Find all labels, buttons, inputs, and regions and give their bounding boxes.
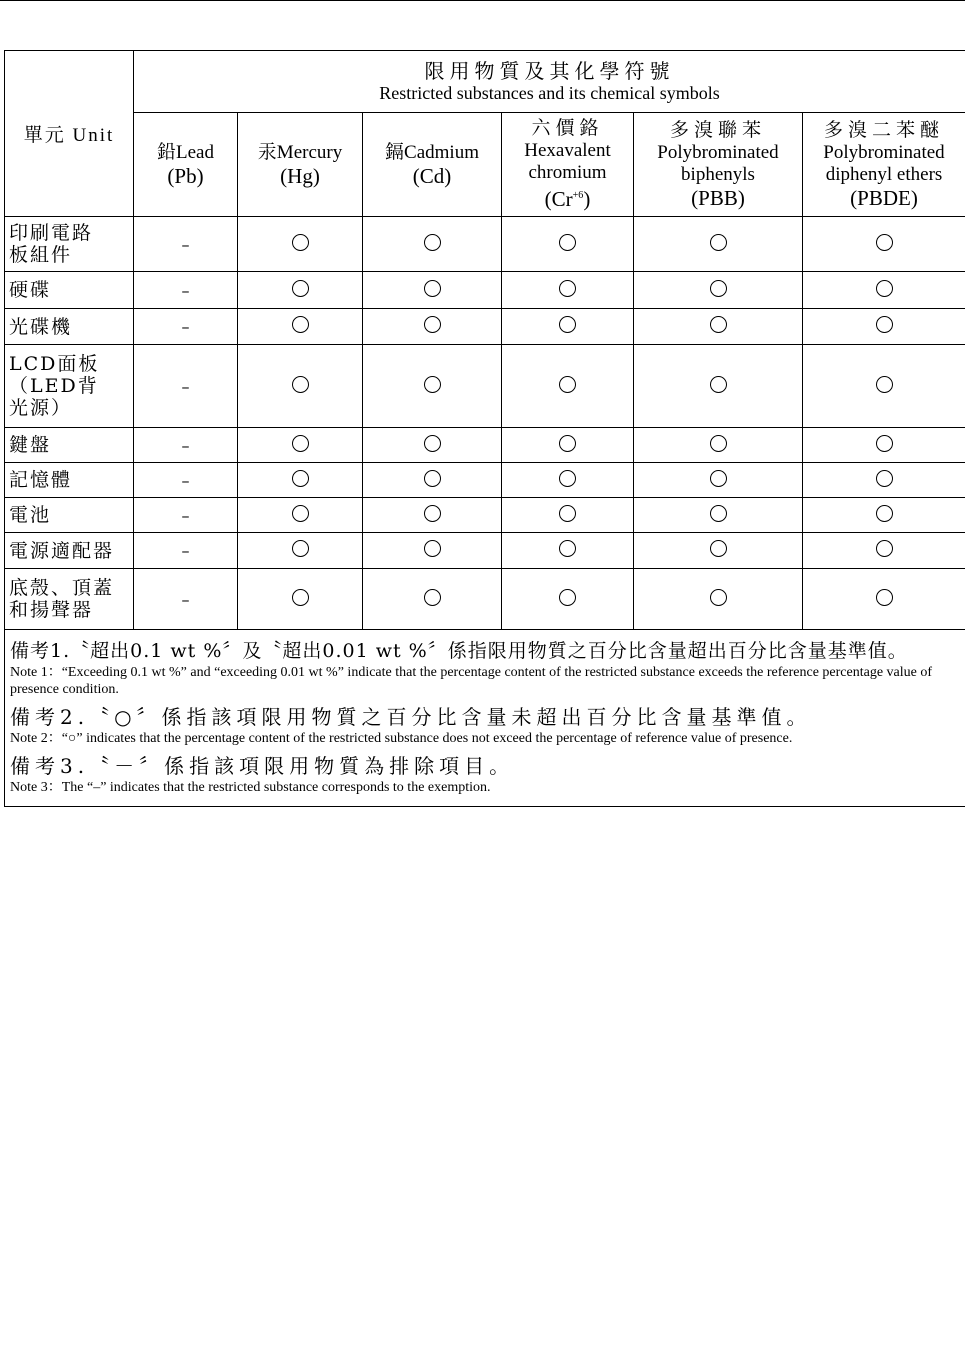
part-name: 鍵盤 [5,428,134,463]
pbde-cell [803,533,965,569]
table-row [5,309,965,345]
pbb-cell [634,309,803,345]
circle-icon [424,589,441,606]
pbde-cell [803,272,965,309]
circle-icon [292,376,309,393]
cadmium-cell [363,533,502,569]
lead-cell [134,498,238,533]
circle-icon [292,470,309,487]
mercury-cell [238,498,363,533]
table-row [5,533,965,569]
circle-icon [876,470,893,487]
circle-icon [424,435,441,452]
mercury-cell [238,463,363,498]
column-mercury [238,113,363,217]
table-header-row [5,51,965,113]
chromium-cell [502,345,634,428]
note-2-zh: 備考2.〝○〞係指該項限用物質之百分比含量未超出百分比含量基準值。 [10,705,812,729]
circle-icon [559,376,576,393]
mercury-cell [238,428,363,463]
circle-icon [559,470,576,487]
circle-icon [424,470,441,487]
lead-cell [134,533,238,569]
column-pbde-zh: 多溴二苯醚 [823,119,944,141]
table-row [5,217,965,272]
pbb-cell [634,463,803,498]
part-name: 電源適配器 [5,533,134,569]
substances-header-cell [134,51,965,113]
table-row [5,428,965,463]
mercury-cell [238,272,363,309]
circle-icon [292,540,309,557]
circle-icon [292,589,309,606]
circle-icon [292,505,309,522]
circle-icon [710,234,727,251]
column-cadmium-name: 鎘Cadmium [385,141,479,163]
part-name: 硬碟 [5,272,134,309]
pbde-cell [803,217,965,272]
lead-cell [134,345,238,428]
cadmium-cell [363,428,502,463]
circle-icon [424,376,441,393]
dash-mark: – [181,376,190,396]
column-mercury-symbol: (Hg) [280,163,320,188]
column-lead-name: 鉛Lead [157,141,214,163]
circle-icon [710,505,727,522]
chromium-cell [502,533,634,569]
dash-mark: – [181,280,190,300]
circle-icon [292,435,309,452]
pbb-cell [634,272,803,309]
chromium-cell [502,569,634,630]
circle-icon [424,316,441,333]
column-mercury-name: 汞Mercury [257,141,343,163]
lead-cell [134,569,238,630]
substance-columns-row [5,113,965,217]
pbb-cell [634,533,803,569]
circle-icon [710,280,727,297]
circle-icon [424,234,441,251]
circle-icon [424,280,441,297]
column-pbb [634,113,803,217]
circle-icon [876,505,893,522]
lead-cell [134,217,238,272]
circle-icon [424,505,441,522]
column-chromium-zh: 六價鉻 [531,118,604,139]
circle-icon [292,280,309,297]
note-3-zh: 備考3.〝－〞係指該項限用物質為排除項目。 [10,754,515,778]
dash-mark: – [181,505,190,525]
substances-title-zh: 限用物質及其化學符號 [424,58,675,83]
circle-icon [424,540,441,557]
column-chromium-en2: chromium [528,162,607,183]
column-cadmium [363,113,502,217]
part-name: 記憶體 [5,463,134,498]
cadmium-cell [363,463,502,498]
circle-icon [559,540,576,557]
column-chromium-en1: Hexavalent [524,140,611,161]
cadmium-cell [363,345,502,428]
circle-icon [559,316,576,333]
note-2-en: Note 2：“○” indicates that the percentage content of the restricted substance does not exceed the percentage of reference value of presence. [10,731,793,746]
mercury-cell [238,533,363,569]
column-pbb-en1: Polybrominated [657,141,779,163]
table-row [5,272,965,309]
pbb-cell [634,569,803,630]
circle-icon [559,435,576,452]
column-pbb-en2: biphenyls [681,163,755,185]
table-row [5,345,965,428]
part-name: LCD面板 （LED背 光源） [5,345,134,428]
circle-icon [876,589,893,606]
circle-icon [710,435,727,452]
column-chromium-symbol: $(Cr^{+6})$ [544,187,591,211]
table-row [5,463,965,498]
circle-icon [876,540,893,557]
part-name: 底殼、頂蓋 和揚聲器 [5,569,134,630]
mercury-cell [238,217,363,272]
circle-icon [876,316,893,333]
column-hexavalent-chromium [502,113,634,217]
lead-cell [134,428,238,463]
cadmium-cell [363,498,502,533]
chromium-cell [502,498,634,533]
note-1-en: Note 1：“Exceeding 0.1 wt %” and “exceeding 0.01 wt %” indicate that the percentage content of the restricted substance exceeds the reference percentage value of presence condition. [10,665,933,697]
circle-icon [710,470,727,487]
chromium-cell [502,272,634,309]
circle-icon [710,540,727,557]
circle-icon [710,589,727,606]
unit-header-cell [5,51,134,217]
lead-cell [134,463,238,498]
column-pbde [803,113,965,217]
cadmium-cell [363,569,502,630]
cadmium-cell [363,309,502,345]
dash-mark: – [181,470,190,490]
dash-mark: – [181,435,190,455]
circle-icon [876,435,893,452]
circle-icon [710,316,727,333]
circle-icon [559,505,576,522]
dash-mark: – [181,589,190,609]
part-name: 印刷電路 板組件 [5,217,134,272]
table-row [5,498,965,533]
cadmium-cell [363,272,502,309]
pbb-cell [634,428,803,463]
pbde-cell [803,309,965,345]
circle-icon [876,234,893,251]
note-3-en: Note 3：The “–” indicates that the restricted substance corresponds to the exemption. [10,780,491,795]
unit-label: 單元 Unit [23,125,115,146]
column-lead [134,113,238,217]
notes-row [5,630,965,807]
pbde-cell [803,569,965,630]
note-1-zh: 備考1.〝超出0.1 wt %〞及〝超出0.01 wt %〞係指限用物質之百分比含量超出百分比含量基準值。 [10,640,908,662]
mercury-cell [238,309,363,345]
dash-mark: – [181,317,190,336]
dash-mark: – [181,541,190,560]
chromium-cell [502,309,634,345]
top-rule [0,0,965,1]
column-lead-symbol: (Pb) [167,163,204,188]
column-pbde-en1: Polybrominated [823,141,945,163]
table-row [5,569,965,630]
pbb-cell [634,498,803,533]
pbb-cell [634,217,803,272]
column-pbde-en2: diphenyl ethers [825,163,943,185]
dash-mark: – [181,234,190,254]
pbde-cell [803,498,965,533]
column-cadmium-symbol: (Cd) [412,163,452,188]
circle-icon [559,234,576,251]
circle-icon [559,589,576,606]
pbde-cell [803,428,965,463]
lead-cell [134,272,238,309]
substances-title-en: Restricted substances and its chemical symbols [379,82,720,103]
lead-cell [134,309,238,345]
pbb-cell [634,345,803,428]
circle-icon [710,376,727,393]
part-name: 電池 [5,498,134,533]
column-pbb-symbol: (PBB) [691,185,745,210]
circle-icon [292,316,309,333]
mercury-cell [238,569,363,630]
cadmium-cell [363,217,502,272]
circle-icon [876,280,893,297]
column-pbde-symbol: (PBDE) [850,185,918,210]
mercury-cell [238,345,363,428]
pbde-cell [803,345,965,428]
notes-cell [5,630,965,807]
pbde-cell [803,463,965,498]
chromium-cell [502,217,634,272]
chromium-cell [502,463,634,498]
circle-icon [292,234,309,251]
circle-icon [876,376,893,393]
restricted-substances-table [4,50,965,807]
circle-icon [559,280,576,297]
column-pbb-zh: 多溴聯苯 [669,119,766,141]
part-name: 光碟機 [5,309,134,345]
chromium-cell [502,428,634,463]
